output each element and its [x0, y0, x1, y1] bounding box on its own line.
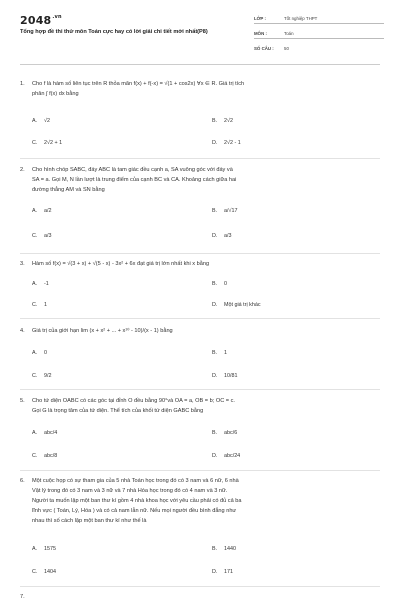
question-number: 2. [20, 167, 25, 173]
option-c[interactable]: C. 1 [32, 302, 47, 308]
option-d[interactable]: D. 2√2 - 1 [212, 140, 241, 146]
option-text: 1440 [224, 546, 236, 552]
question-divider [20, 389, 380, 390]
question-line: nhau thì số cách lập một ban thư kí như thế là [32, 518, 147, 524]
subject-label: MÔN : [254, 31, 267, 36]
option-text: 2√2 [224, 118, 233, 124]
question-number: 6. [20, 478, 25, 484]
option-b[interactable]: B. 1440 [212, 546, 236, 552]
question-line: Cho tứ diện OABC có các góc tại đỉnh O đều bằng 90°và OA = a, OB = b; OC = c. [32, 398, 235, 404]
option-text: -1 [44, 281, 49, 287]
option-text: abc/24 [224, 453, 241, 459]
option-text: 2√2 + 1 [44, 140, 63, 146]
question-line: Giá trị của giới hạn lim (x + x² + ... + x¹⁰ - 10)/(x - 1) bằng [32, 328, 173, 334]
option-text: abc/4 [44, 430, 58, 436]
option-b[interactable]: B. a/√17 [212, 208, 238, 214]
option-a[interactable]: A. a/2 [32, 208, 52, 214]
question-number: 4. [20, 328, 25, 334]
option-d[interactable]: D. abc/24 [212, 453, 241, 459]
question-line: Hàm số f(x) = √(3 + x) + √(5 - x) - 3x² + 6x đạt giá trị lớn nhất khi x bằng [32, 261, 210, 267]
question-line: SA = a. Gọi M, N lần lượt là trung điểm của cạnh BC và CA. Khoảng cách giữa hai [32, 177, 237, 183]
option-text: abc/8 [44, 453, 58, 459]
option-c[interactable]: C. a/3 [32, 233, 52, 239]
option-text: abc/6 [224, 430, 238, 436]
logo-suffix: .vn [52, 14, 62, 20]
option-d[interactable]: D. a/3 [212, 233, 232, 239]
question-line: Cho hình chóp SABC, đáy ABC là tam giác đều cạnh a, SA vuông góc với đáy và [32, 167, 233, 173]
count-label: SỐ CÂU : [254, 46, 274, 51]
option-c[interactable]: C. 2√2 + 1 [32, 140, 63, 146]
option-text: a/3 [44, 233, 52, 239]
option-text: 1 [224, 350, 227, 356]
question-line: Vật lý trong đó có 3 nam và 3 nữ và 7 nhà Hóa học trong đó có 4 nam và 3 nữ. [32, 488, 228, 494]
question-divider [20, 586, 380, 587]
option-text: 0 [224, 281, 227, 287]
option-a[interactable]: A. abc/4 [32, 430, 58, 436]
option-text: a/2 [44, 208, 52, 214]
header-divider [20, 64, 380, 65]
class-value: Tốt nghiệp THPT [284, 16, 318, 21]
option-text: 171 [224, 569, 233, 575]
option-text: 2√2 - 1 [224, 140, 241, 146]
question-line: Gọi G là trọng tâm của tứ diện. Thể tích của khối tứ diện GABC bằng [32, 408, 204, 414]
question-number: 3. [20, 261, 25, 267]
divider [254, 23, 384, 24]
option-text: 1575 [44, 546, 56, 552]
question-divider [20, 158, 380, 159]
site-logo[interactable] [20, 14, 62, 27]
option-c[interactable]: C. 1404 [32, 569, 56, 575]
option-a[interactable]: A. 0 [32, 350, 47, 356]
option-text: 0 [44, 350, 47, 356]
option-b[interactable]: B. 2√2 [212, 118, 233, 124]
option-a[interactable]: A. 1575 [32, 546, 56, 552]
option-text: a/3 [224, 233, 232, 239]
option-c[interactable]: C. abc/8 [32, 453, 58, 459]
option-d[interactable]: D. Một giá trị khác [212, 302, 261, 308]
question-number: 7. [20, 594, 25, 600]
question-line: Một cuộc họp có sự tham gia của 5 nhà Toán học trong đó có 3 nam và 6 nữ, 6 nhà [32, 478, 239, 484]
question-number: 1. [20, 81, 25, 87]
option-text: 10/81 [224, 373, 238, 379]
option-text: √2 [44, 118, 50, 124]
option-text: 1 [44, 302, 47, 308]
question-line: đường thẳng AM và SN bằng [32, 187, 105, 193]
option-d[interactable]: D. 171 [212, 569, 233, 575]
option-d[interactable]: D. 10/81 [212, 373, 238, 379]
option-b[interactable]: B. abc/6 [212, 430, 238, 436]
page-header [0, 0, 400, 62]
option-text: 9/2 [44, 373, 52, 379]
option-a[interactable]: A. -1 [32, 281, 49, 287]
option-a[interactable]: A. √2 [32, 118, 50, 124]
question-line: Cho f là hàm số liên tục trên R thỏa mãn f(x) + f(-x) = √(1 + cos2x) ∀x ∈ R. Giá trị tích [32, 81, 245, 87]
count-value: 50 [284, 46, 289, 51]
option-c[interactable]: C. 9/2 [32, 373, 52, 379]
divider [254, 38, 384, 39]
subject-value: Toán [284, 31, 294, 36]
option-b[interactable]: B. 0 [212, 281, 227, 287]
question-line: lĩnh vực ( Toán, Lý, Hóa ) và có cả nam lẫn nữ. Nếu mọi người đều bình đẳng như [32, 508, 237, 514]
question-line: phân ∫ f(x) dx bằng [32, 91, 79, 97]
option-b[interactable]: B. 1 [212, 350, 227, 356]
question-divider [20, 470, 380, 471]
option-text: Một giá trị khác [224, 302, 261, 308]
question-divider [20, 253, 380, 254]
question-line: Người ta muốn lập một ban thư kí gồm 4 nhà khoa học với yêu cầu phải có đủ cả ba [32, 498, 242, 504]
class-label: LỚP : [254, 16, 266, 21]
logo-text: 2048 [20, 14, 52, 27]
document-title: Tổng hợp đề thi thử môn Toán cực hay có lời giải chi tiết mới nhất(P8) [20, 29, 208, 35]
option-text: 1404 [44, 569, 56, 575]
question-divider [20, 318, 380, 319]
question-number: 5. [20, 398, 25, 404]
option-text: a/√17 [224, 208, 238, 214]
